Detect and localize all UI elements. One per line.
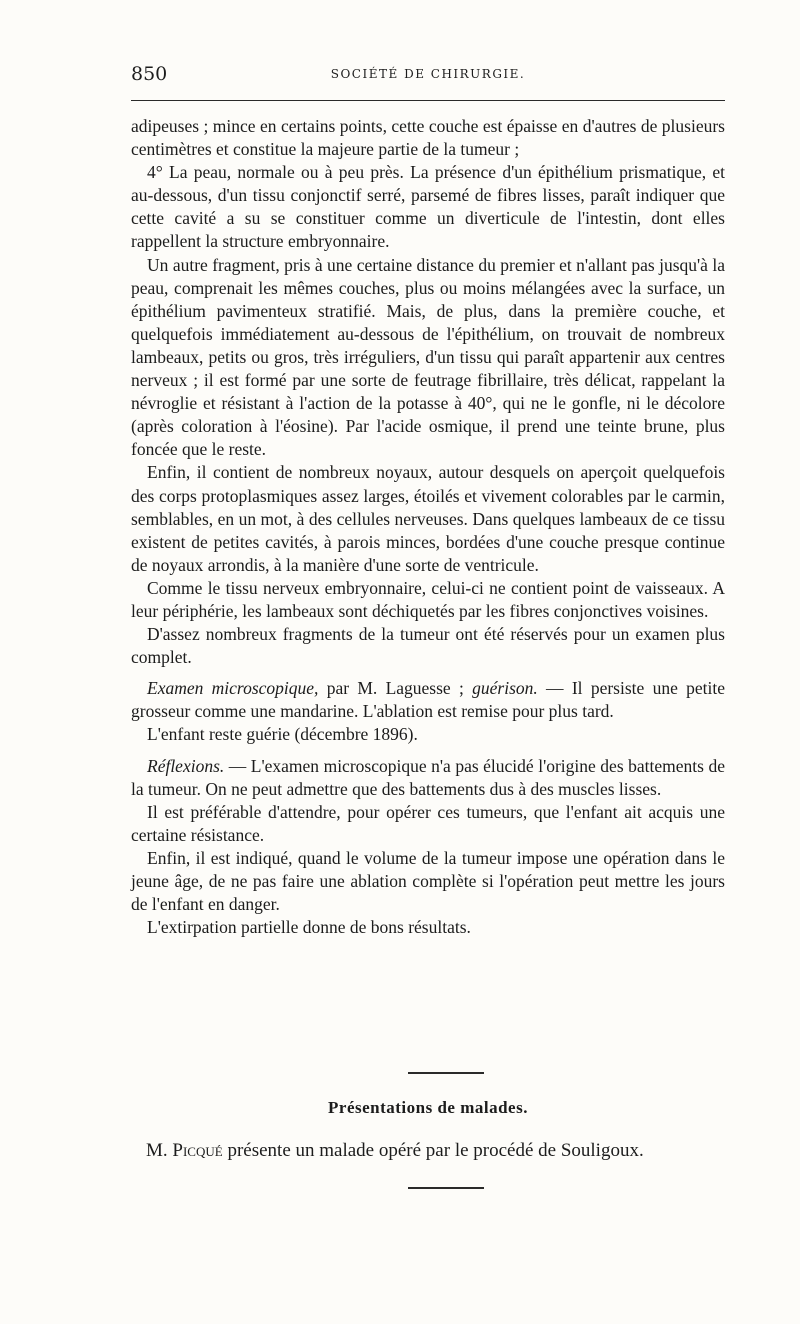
- header-rule: [131, 100, 725, 101]
- section-divider-top: [408, 1072, 484, 1074]
- reflexions-paragraph: [131, 755, 725, 801]
- paragraph: Un autre fragment, pris à une certaine distance du premier et n'allant pas jusqu'à la peau, comprenait les mêmes couches, plus ou moins mélangées avec la surface, un épithélium pavimenteux stratifié. Mais, de plus, dans la première couche, et quelquefois immédiatement au-dessous de l'épithélium, on trouvait de nombreux lambeaux, petits ou gros, très irréguliers, d'un tissu qui paraît appartenir aux centres nerveux ; il est formé par une sorte de feutrage fibrillaire, très délicat, rappelant la névroglie et résistant à l'action de la potasse à 40°, qui ne le gonfle, ni le décolore (après coloration à l'éosine). Par l'acide osmique, il prend une teinte brune, plus foncée que le reste.: [131, 254, 725, 460]
- reflexions-text: — L'examen microscopique n'a pas élucidé l'origine des battements de la tumeur. On ne peut admettre que des battements dus à des muscles lisses.: [131, 755, 725, 799]
- section-divider-bottom: [408, 1187, 484, 1189]
- presenter-prefix: M.: [146, 1140, 173, 1161]
- section-heading: Présentations de malades.: [328, 1098, 528, 1117]
- paragraph: L'extirpation partielle donne de bons résultats.: [147, 917, 471, 938]
- paragraph: D'assez nombreux fragments de la tumeur ont été réservés pour un examen plus complet.: [131, 624, 725, 668]
- page-number: 850: [131, 63, 168, 85]
- paragraph: adipeuses ; mince en certains points, cette couche est épaisse en d'autres de plusieurs centimètres et constitue la majeure partie de la tumeur ;: [131, 116, 725, 160]
- paragraph: 4° La peau, normale ou à peu près. La présence d'un épithélium prismatique, et au-dessous, d'un tissu conjonctif serré, parsemé de fibres lisses, paraît indiquer que cette cavité a su se constituer comme un diverticule de l'intestin, dont elles rappellent la structure embryonnaire.: [131, 162, 725, 252]
- paragraph: Comme le tissu nerveux embryonnaire, celui-ci ne contient point de vaisseaux. A leur périphérie, les lambeaux sont déchiquetés par les fibres conjonctives voisines.: [131, 577, 725, 621]
- body-text: [131, 115, 725, 939]
- exam-result: guérison.: [472, 678, 538, 699]
- presentation-text: présente un malade opéré par le procédé de Souligoux.: [222, 1140, 644, 1161]
- presenter-name: Picqué: [172, 1140, 223, 1161]
- paragraph: Enfin, il contient de nombreux noyaux, autour desquels on aperçoit quelquefois des corps protoplasmiques assez larges, étoilés et vivement colorables par le carmin, semblables, en un mot, à des cellules nerveuses. Dans quelques lambeaux de ce tissu existent de petites cavités, à parois minces, bordées d'une couche presque continue de noyaux arrondis, à la manière d'une sorte de ventricule.: [131, 462, 725, 575]
- exam-paragraph: [131, 677, 725, 723]
- followup-paragraph: L'enfant reste guérie (décembre 1896).: [147, 724, 418, 745]
- reflexions-label: Réflexions.: [147, 755, 225, 776]
- running-title: SOCIÉTÉ DE CHIRURGIE.: [330, 67, 526, 81]
- paragraph: Enfin, il est indiqué, quand le volume de la tumeur impose une opération dans le jeune âge, de ne pas faire une ablation complète si l'opération peut mettre les jours de l'enfant en danger.: [131, 847, 725, 915]
- paragraph: Il est préférable d'attendre, pour opérer ces tumeurs, que l'enfant ait acquis une certaine résistance.: [131, 801, 725, 845]
- exam-label: Examen microscopique,: [147, 678, 319, 699]
- page-header: [131, 63, 725, 93]
- exam-text: — Il persiste une petite grosseur comme une mandarine. L'ablation est remise pour plus tard.: [131, 678, 725, 722]
- exam-by: par M. Laguesse ;: [318, 678, 473, 699]
- presentation-line: [146, 1140, 746, 1162]
